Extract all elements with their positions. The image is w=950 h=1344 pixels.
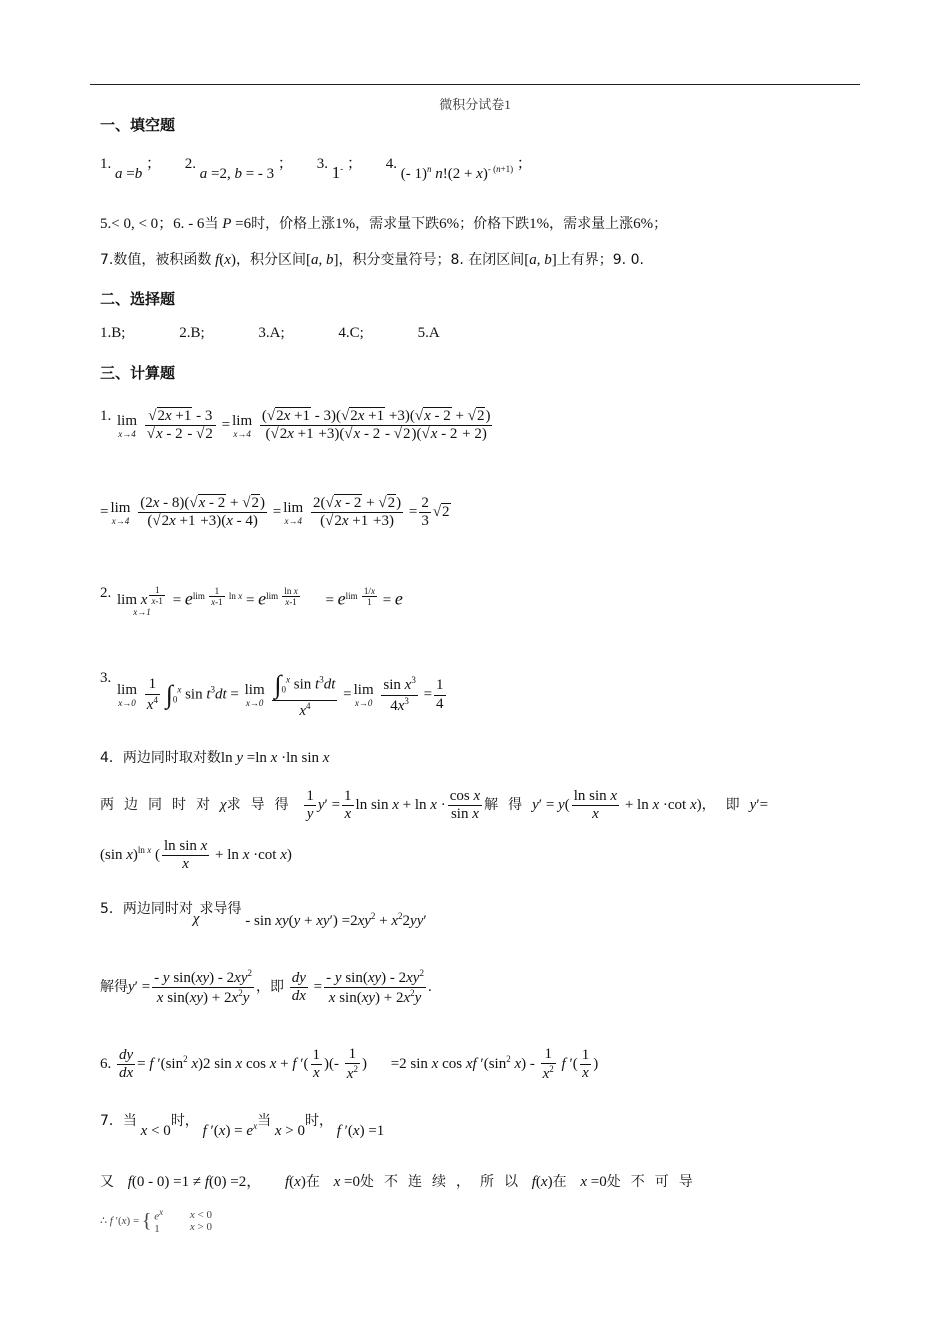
calc-4b: 两边同时对χ求导得 $\frac{1}{y}$ y′ = $\frac{1}{x}$ ln sin x + ln x · $\frac{\text{cos x}}{\text{sin x}}$ 解得y′ = y( $\frac{\text{ln sin x}}{x}$ + ln x ·cot x)，即y′= [100, 788, 769, 823]
calc-1b: = lim x→4 $\frac{(2x - 8)(√x - 2 + √2)}{(√2x +1 +3)(x - 4)}$ = lim x→4 $\frac{2(√x - 2 + √2)}{(√2x +1 +3)}$ = $\frac{2}{3}$ √2 [100, 495, 450, 530]
calc-7: 7．当 x < 0时， f $'(x) = e^x$当 x > 0时， f ′(x) =1 [100, 1113, 385, 1139]
fill-line-3: 7.数值，被积函数 f(x)，积分区间[a, b]，积分变量符号；8. 在闭区间[a, b]上有界；9. 0. [100, 252, 644, 268]
fill-line-1: 1. a =b ； 2. a =2, b = - 3 ； 3. 1- ； 4. (- 1)$^n$ $n!(2 + x)^{- (n+1)}$ ； [100, 156, 532, 182]
calc-1: 1. lim x→4 $\frac{√2x +1 - 3}{√x - 2 - √2}$ = lim x→4 $\frac{(√2x +1 - 3)(√2x +1 +3)(√x - 2 + √2)}{(√2x +1 +3)(√x - 2 - √2)(√x - 2 + 2)}$ [100, 408, 491, 443]
header-rule [90, 84, 860, 85]
calc-2: 2. lim x $^{\frac{1}{x-1}}$ x→1 = $e^{lim \frac{1}{x-1} ln x} = e^{lim \frac{\text{ln x}}{x-1}}$ = $e^{lim \frac{1/x}{1}}$ = e [100, 585, 403, 618]
calc-4c: (sin x)$^{ln x}$ ( $\frac{\text{ln sin x}}{x}$ + ln x ·cot x) [100, 838, 292, 873]
calc-7c: ∴ f ′(x) = { $e^x$ 1 x < 0 x > 0 [100, 1207, 213, 1235]
choice-answers: 1.B; 2.B; 3.A; 4.C; 5.A [100, 325, 440, 341]
fill-line-2: 5.< 0, < 0；6. - 6当 P =6时，价格上涨1%，需求量下跌6%；价格下跌1%，需求量上涨6%； [100, 216, 668, 232]
calc-6: 6. $\frac{dy}{dx}$ = f $'(\sin^2$ x)2 sin x cos x + f ′( $\frac{1}{x}$ )(- $\frac{1}{x^2}$ ) =2 sin x cos xf $'(\sin^2$ x) - $\frac{1}{x^2}$ f ′( $\frac{1}{x}$ ) [100, 1046, 599, 1083]
page-header: 微积分试卷1 [439, 97, 511, 112]
calc-7b: 又 f(0 - 0) =1 ≠ f(0) =2， f(x)在 x =0处不连续，所以 f(x)在 x =0处不可导 [100, 1174, 703, 1190]
calc-3: 3. lim x→0 $\frac{1}{x^4}$ $\int_0^x$ $\sin t^3dt$ = lim x→0 $\frac{\int_0^x \sin t^3dt}{x^4}$ = lim x→0 $\frac{\sin x^3}{4x^3}$ = $\frac{1}{4}$ [100, 670, 444, 719]
calc-4: 4．两边同时取对数ln y =ln x ·ln sin x [100, 750, 330, 766]
section-calc: 三、计算题 [100, 364, 176, 382]
calc-5: 5．两边同时对χ求导得 - $\sin xy(y + xy') =2xy^2 + x^22yy'$ [100, 901, 427, 929]
calc-5b: 解得y′ = $\frac{- y \sin(xy) - 2xy^2}{x \sin(xy) + 2x^2y}$ ，即 $\frac{dy}{dx}$ = $\frac{- y \sin(xy) - 2xy^2}{x \sin(xy) + 2x^2y}$ . [100, 968, 432, 1007]
section-choice: 二、选择题 [100, 290, 176, 308]
section-fill: 一、填空题 [100, 116, 176, 134]
